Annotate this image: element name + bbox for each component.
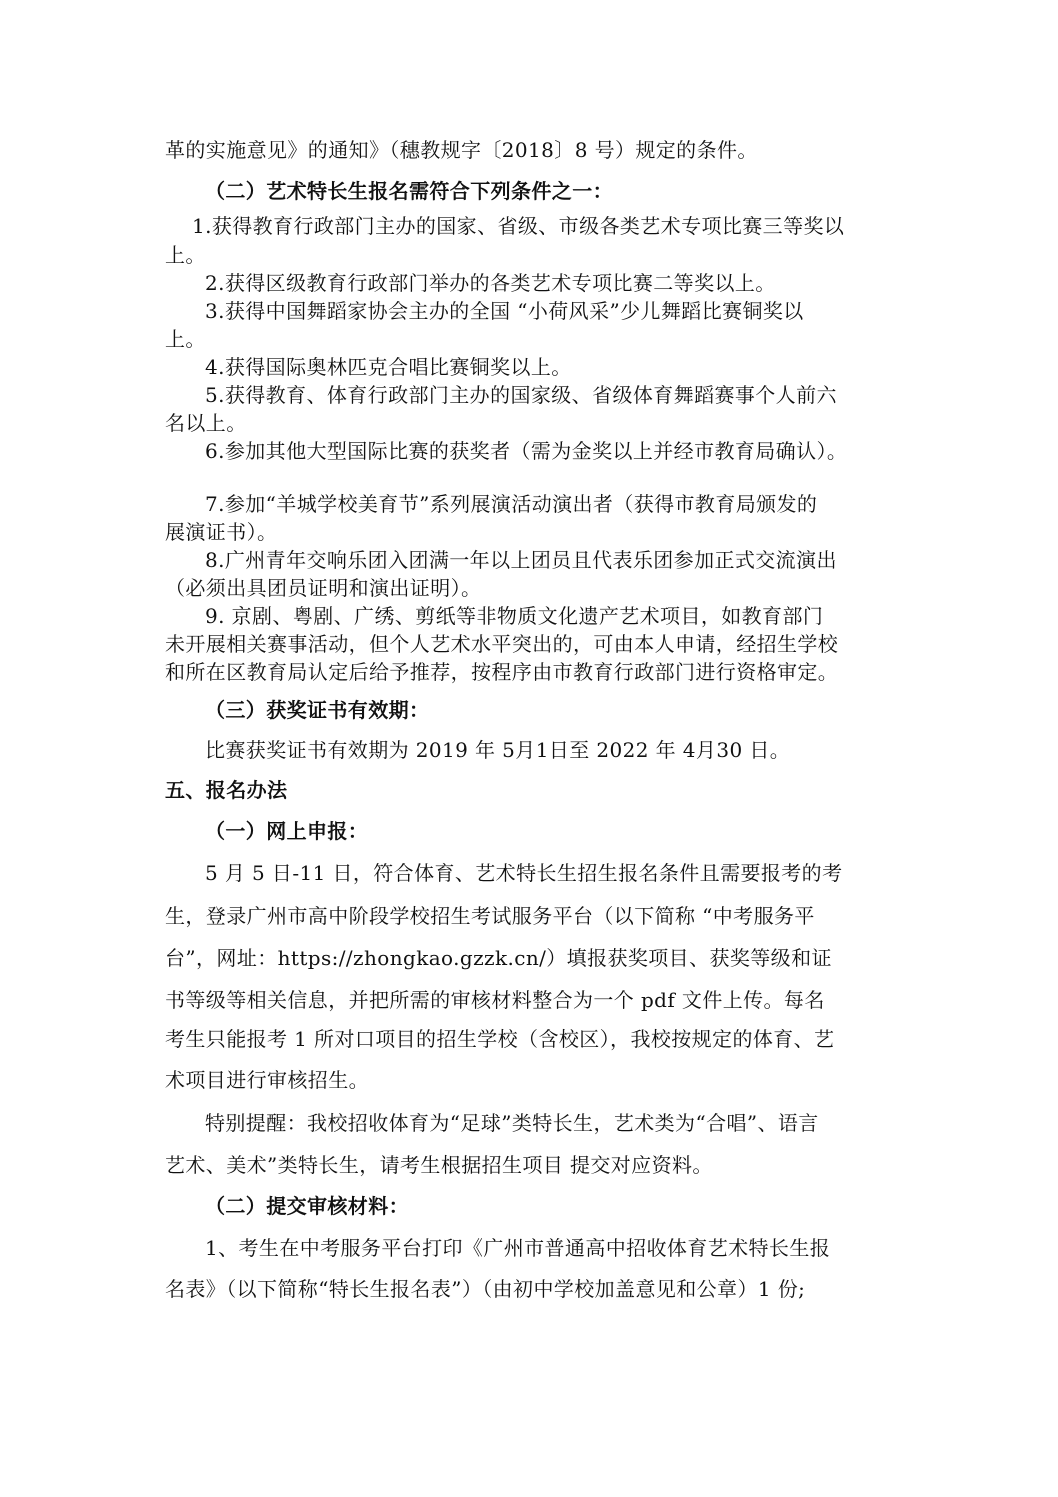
- list-item: 2.获得区级教育行政部门举办的各类艺术专项比赛二等奖以上。: [205, 271, 776, 295]
- text-line: 比赛获奖证书有效期为 2019 年 5月1日至 2022 年 4月30 日。: [205, 738, 791, 762]
- section-heading: （三）获奖证书有效期：: [205, 698, 430, 722]
- text-line: 革的实施意见》的通知》（穗教规字〔2018〕8 号）规定的条件。: [165, 138, 758, 162]
- list-item: 4.获得国际奥林匹克合唱比赛铜奖以上。: [205, 355, 572, 379]
- list-item: 1.获得教育行政部门主办的国家、省级、市级各类艺术专项比赛三等奖以: [192, 214, 845, 238]
- list-item: 6.参加其他大型国际比赛的获奖者（需为金奖以上并经市教育局确认）。: [205, 439, 848, 463]
- list-item: 5.获得教育、体育行政部门主办的国家级、省级体育舞蹈赛事个人前六: [205, 383, 837, 407]
- paragraph-line: 特别提醒：我校招收体育为“足球”类特长生，艺术类为“合唱”、语言: [205, 1111, 819, 1135]
- list-item-continuation: 名以上。: [165, 411, 247, 435]
- paragraph-line: 考生只能报考 1 所对口项目的招生学校（含校区），我校按规定的体育、艺: [165, 1027, 835, 1051]
- list-item-continuation: 展演证书）。: [165, 520, 278, 544]
- paragraph-line: 台”，网址：https://zhongkao.gzzk.cn/）填报获奖项目、获奖等级和证: [165, 946, 832, 970]
- paragraph-line: 生，登录广州市高中阶段学校招生考试服务平台（以下简称 “中考服务平: [165, 904, 815, 928]
- list-item: 3.获得中国舞蹈家协会主办的全国 “小荷风采”少儿舞蹈比赛铜奖以: [205, 299, 804, 323]
- list-item-continuation: 未开展相关赛事活动，但个人艺术水平突出的，可由本人申请，经招生学校: [165, 632, 839, 656]
- list-item-continuation: （必须出具团员证明和演出证明）。: [165, 576, 482, 600]
- list-item-continuation: 上。: [165, 327, 206, 351]
- paragraph-line: 5 月 5 日-11 日，符合体育、艺术特长生招生报名条件且需要报考的考: [205, 861, 843, 885]
- section-heading: （二）艺术特长生报名需符合下列条件之一：: [205, 179, 613, 203]
- section-heading: （二）提交审核材料：: [205, 1194, 409, 1218]
- chapter-heading: 五、报名办法: [165, 778, 288, 802]
- list-item-continuation: 和所在区教育局认定后给予推荐，按程序由市教育行政部门进行资格审定。: [165, 660, 839, 684]
- paragraph-line: 书等级等相关信息，并把所需的审核材料整合为一个 pdf 文件上传。每名: [165, 988, 825, 1012]
- list-item: 8.广州青年交响乐团入团满一年以上团员且代表乐团参加正式交流演出: [205, 548, 837, 572]
- paragraph-line: 术项目进行审核招生。: [165, 1068, 369, 1092]
- list-item: 9. 京剧、粤剧、广绣、剪纸等非物质文化遗产艺术项目，如教育部门: [205, 604, 824, 628]
- paragraph-line: 名表》（以下简称“特长生报名表”）（由初中学校加盖意见和公章）1 份;: [165, 1277, 806, 1301]
- list-item-continuation: 上。: [165, 243, 206, 267]
- paragraph-line: 1、考生在中考服务平台打印《广州市普通高中招收体育艺术特长生报: [205, 1236, 831, 1260]
- section-heading: （一）网上申报：: [205, 819, 369, 843]
- list-item: 7.参加“羊城学校美育节”系列展演活动演出者（获得市教育局颁发的: [205, 492, 818, 516]
- paragraph-line: 艺术、美术”类特长生，请考生根据招生项目 提交对应资料。: [165, 1153, 713, 1177]
